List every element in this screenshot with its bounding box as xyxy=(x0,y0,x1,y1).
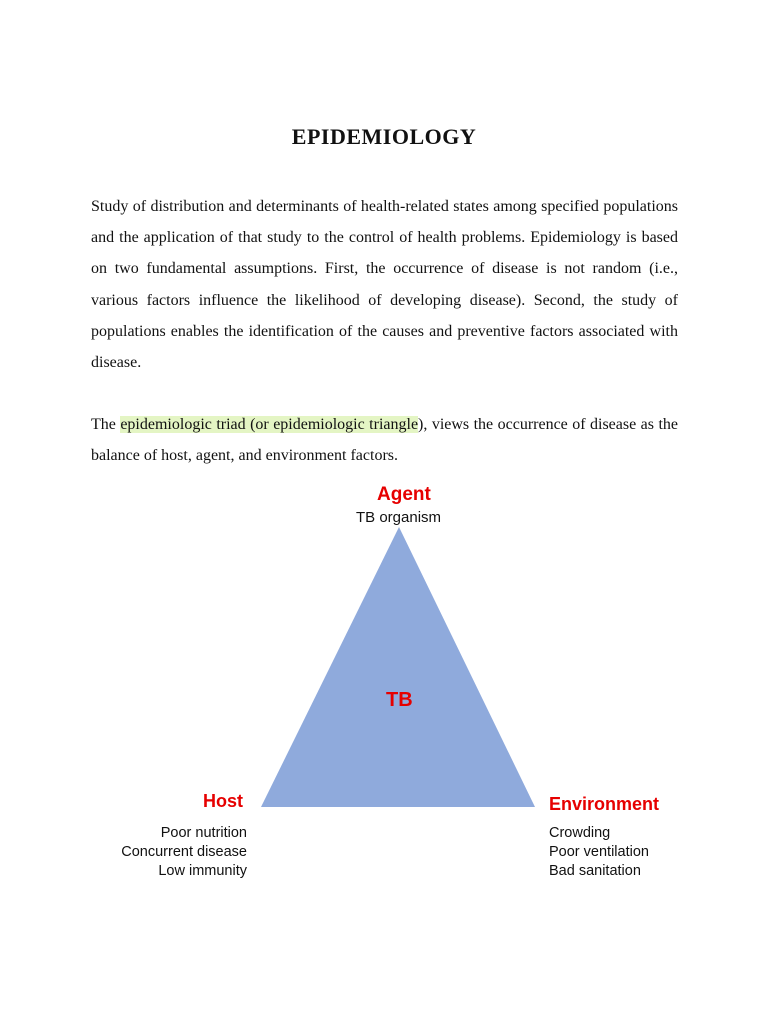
host-details xyxy=(110,824,247,881)
center-label: TB xyxy=(386,689,413,711)
page-title: EPIDEMIOLOGY xyxy=(291,124,477,149)
host-label: Host xyxy=(203,791,243,811)
agent-detail: TB organism xyxy=(356,509,442,526)
triad-triangle xyxy=(261,527,535,807)
host-detail-item: Low immunity xyxy=(158,863,247,879)
agent-label: Agent xyxy=(377,484,431,505)
environment-detail-item: Crowding xyxy=(549,825,611,841)
triad-text-before: The xyxy=(91,416,121,433)
definition-paragraph: Study of distribution and determinants of health-related states among specified populations and the application of that study to the control of health problems. Epidemiology is based on two fundamental assumptions. First, the occurrence of disease is not random (i.e., various factors influence the likelihood of developing disease). Second, the study of populations enables the identification of the causes and preventive factors associated with disease. xyxy=(91,198,678,372)
environment-detail-item: Bad sanitation xyxy=(549,863,641,879)
environment-details xyxy=(549,824,649,881)
host-detail-item: Poor nutrition xyxy=(160,825,247,841)
environment-label: Environment xyxy=(549,794,660,814)
triad-text-after: ), views the occurrence of disease as the balance of host, agent, and environment factors. xyxy=(91,416,678,465)
environment-detail-item: Poor ventilation xyxy=(549,844,649,860)
host-detail-item: Concurrent disease xyxy=(121,844,247,860)
triad-highlight: epidemiologic triad (or epidemiologic triangle xyxy=(120,416,419,433)
